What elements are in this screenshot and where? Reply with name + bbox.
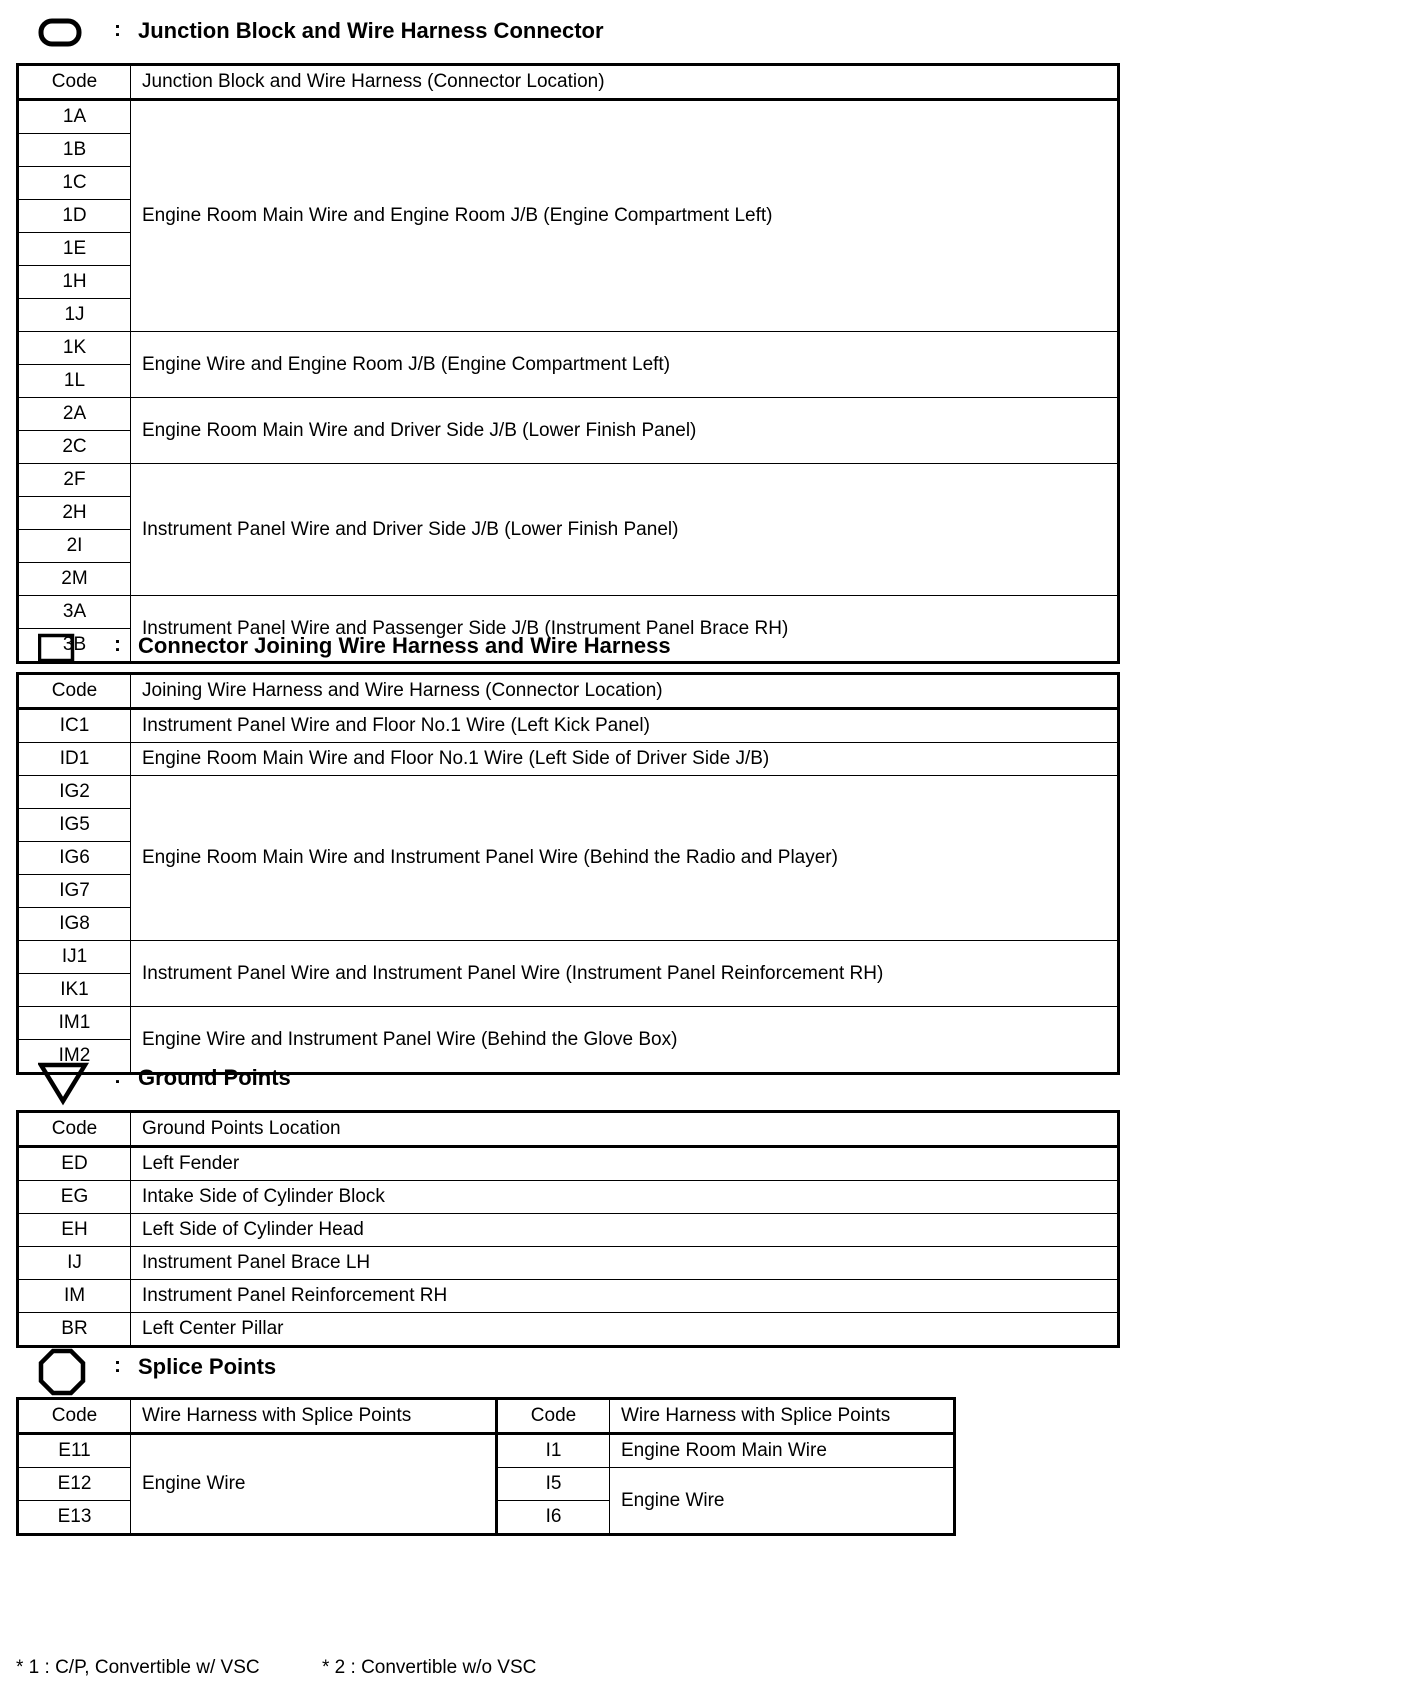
junction-table [16,63,1120,664]
table-row [18,1214,1119,1247]
code-cell: EG [18,1181,131,1214]
code-cell: I5 [497,1468,610,1501]
code-cell: IM1 [18,1007,131,1040]
table-row [18,709,1119,743]
desc-cell: Engine Wire [610,1468,955,1535]
code-cell: IG7 [18,875,131,908]
code-cell: E13 [18,1501,131,1535]
splice-table-body [18,1399,955,1535]
table-row [18,1280,1119,1313]
desc-cell: Instrument Panel Wire and Floor No.1 Wire (Left Kick Panel) [131,709,1119,743]
code-cell: 1H [18,266,131,299]
table-row [18,743,1119,776]
code-cell: IM [18,1280,131,1313]
table-row [18,100,1119,134]
code-header: Code [18,1112,131,1147]
code-cell: 1E [18,233,131,266]
desc-header: Wire Harness with Splice Points [610,1399,955,1434]
desc-cell: Instrument Panel Wire and Passenger Side J/B (Instrument Panel Brace RH) [131,596,1119,663]
code-cell: 2A [18,398,131,431]
code-cell: IG5 [18,809,131,842]
code-cell: 2H [18,497,131,530]
connector-title: Connector Joining Wire Harness and Wire Harness [138,633,671,658]
code-cell: 2I [18,530,131,563]
code-header: Code [18,1399,131,1434]
desc-header: Ground Points Location [131,1112,1119,1147]
code-cell: I1 [497,1434,610,1468]
code-cell: 1J [18,299,131,332]
code-cell: IG6 [18,842,131,875]
code-cell: 2F [18,464,131,497]
desc-cell: Engine Room Main Wire and Driver Side J/B (Lower Finish Panel) [131,398,1119,464]
code-cell: 1C [18,167,131,200]
code-cell: ID1 [18,743,131,776]
code-cell: 1A [18,100,131,134]
splice-table [16,1397,956,1536]
code-cell: 1D [18,200,131,233]
connector-table-body [18,674,1119,1074]
code-cell: IC1 [18,709,131,743]
table-header-row [18,1399,955,1434]
code-cell: 1B [18,134,131,167]
table-row [18,941,1119,974]
splice-title: Splice Points [138,1354,277,1379]
code-header: Code [18,674,131,709]
desc-header: Joining Wire Harness and Wire Harness (Connector Location) [131,674,1119,709]
table-row [18,464,1119,497]
desc-cell: Engine Room Main Wire and Floor No.1 Wire (Left Side of Driver Side J/B) [131,743,1119,776]
code-header: Code [497,1399,610,1434]
table-row [18,1434,955,1468]
desc-cell: Engine Wire and Instrument Panel Wire (Behind the Glove Box) [131,1007,1119,1074]
desc-cell: Left Fender [131,1147,1119,1181]
desc-cell: Engine Room Main Wire and Engine Room J/B (Engine Compartment Left) [131,100,1119,332]
desc-cell: Instrument Panel Brace LH [131,1247,1119,1280]
desc-cell: Left Side of Cylinder Head [131,1214,1119,1247]
desc-cell: Engine Room Main Wire [610,1434,955,1468]
code-header: Code [18,65,131,100]
table-row [18,776,1119,809]
table-header-row [18,65,1119,100]
code-cell: EH [18,1214,131,1247]
table-row [18,1247,1119,1280]
table-row [18,332,1119,365]
table-row [18,1007,1119,1040]
table-row [18,1313,1119,1347]
junction-colon: : [114,18,121,41]
ground-table [16,1110,1120,1348]
code-cell: 1K [18,332,131,365]
junction-title: Junction Block and Wire Harness Connector [138,18,604,43]
table-row [18,398,1119,431]
code-cell: BR [18,1313,131,1347]
desc-cell: Engine Wire and Engine Room J/B (Engine Compartment Left) [131,332,1119,398]
connector-colon: : [114,633,121,656]
rounded-rect-icon [38,14,82,50]
ground-colon: : [114,1065,121,1088]
table-row [18,1181,1119,1214]
desc-header: Wire Harness with Splice Points [131,1399,497,1434]
desc-cell: Intake Side of Cylinder Block [131,1181,1119,1214]
table-row [18,1147,1119,1181]
footnote-2: * 2 : Convertible w/o VSC [322,1657,537,1678]
desc-header: Junction Block and Wire Harness (Connector Location) [131,65,1119,100]
code-cell: IG2 [18,776,131,809]
splice-colon: : [114,1354,121,1377]
desc-cell: Engine Room Main Wire and Instrument Panel Wire (Behind the Radio and Player) [131,776,1119,941]
code-cell: IG8 [18,908,131,941]
connector-table [16,672,1120,1075]
code-cell: E12 [18,1468,131,1501]
code-cell: IJ [18,1247,131,1280]
code-cell: 1L [18,365,131,398]
code-cell: IM2 [18,1040,131,1074]
code-cell: I6 [497,1501,610,1535]
desc-cell: Left Center Pillar [131,1313,1119,1347]
ground-table-body [18,1112,1119,1347]
table-row [18,596,1119,629]
code-cell: 3B [18,629,131,663]
code-cell: 3A [18,596,131,629]
desc-cell: Instrument Panel Wire and Instrument Panel Wire (Instrument Panel Reinforcement RH) [131,941,1119,1007]
desc-cell: Instrument Panel Reinforcement RH [131,1280,1119,1313]
table-header-row [18,1112,1119,1147]
footnote-1: * 1 : C/P, Convertible w/ VSC [16,1657,260,1678]
code-cell: IK1 [18,974,131,1007]
junction-table-body [18,65,1119,663]
square-icon [38,628,82,664]
ground-title: Ground Points [138,1065,291,1090]
code-cell: 2M [18,563,131,596]
triangle-down-icon [38,1058,90,1108]
code-cell: IJ1 [18,941,131,974]
table-header-row [18,674,1119,709]
octagon-icon [38,1348,90,1400]
code-cell: E11 [18,1434,131,1468]
desc-cell: Instrument Panel Wire and Driver Side J/B (Lower Finish Panel) [131,464,1119,596]
desc-cell: Engine Wire [131,1434,497,1535]
code-cell: 2C [18,431,131,464]
code-cell: ED [18,1147,131,1181]
